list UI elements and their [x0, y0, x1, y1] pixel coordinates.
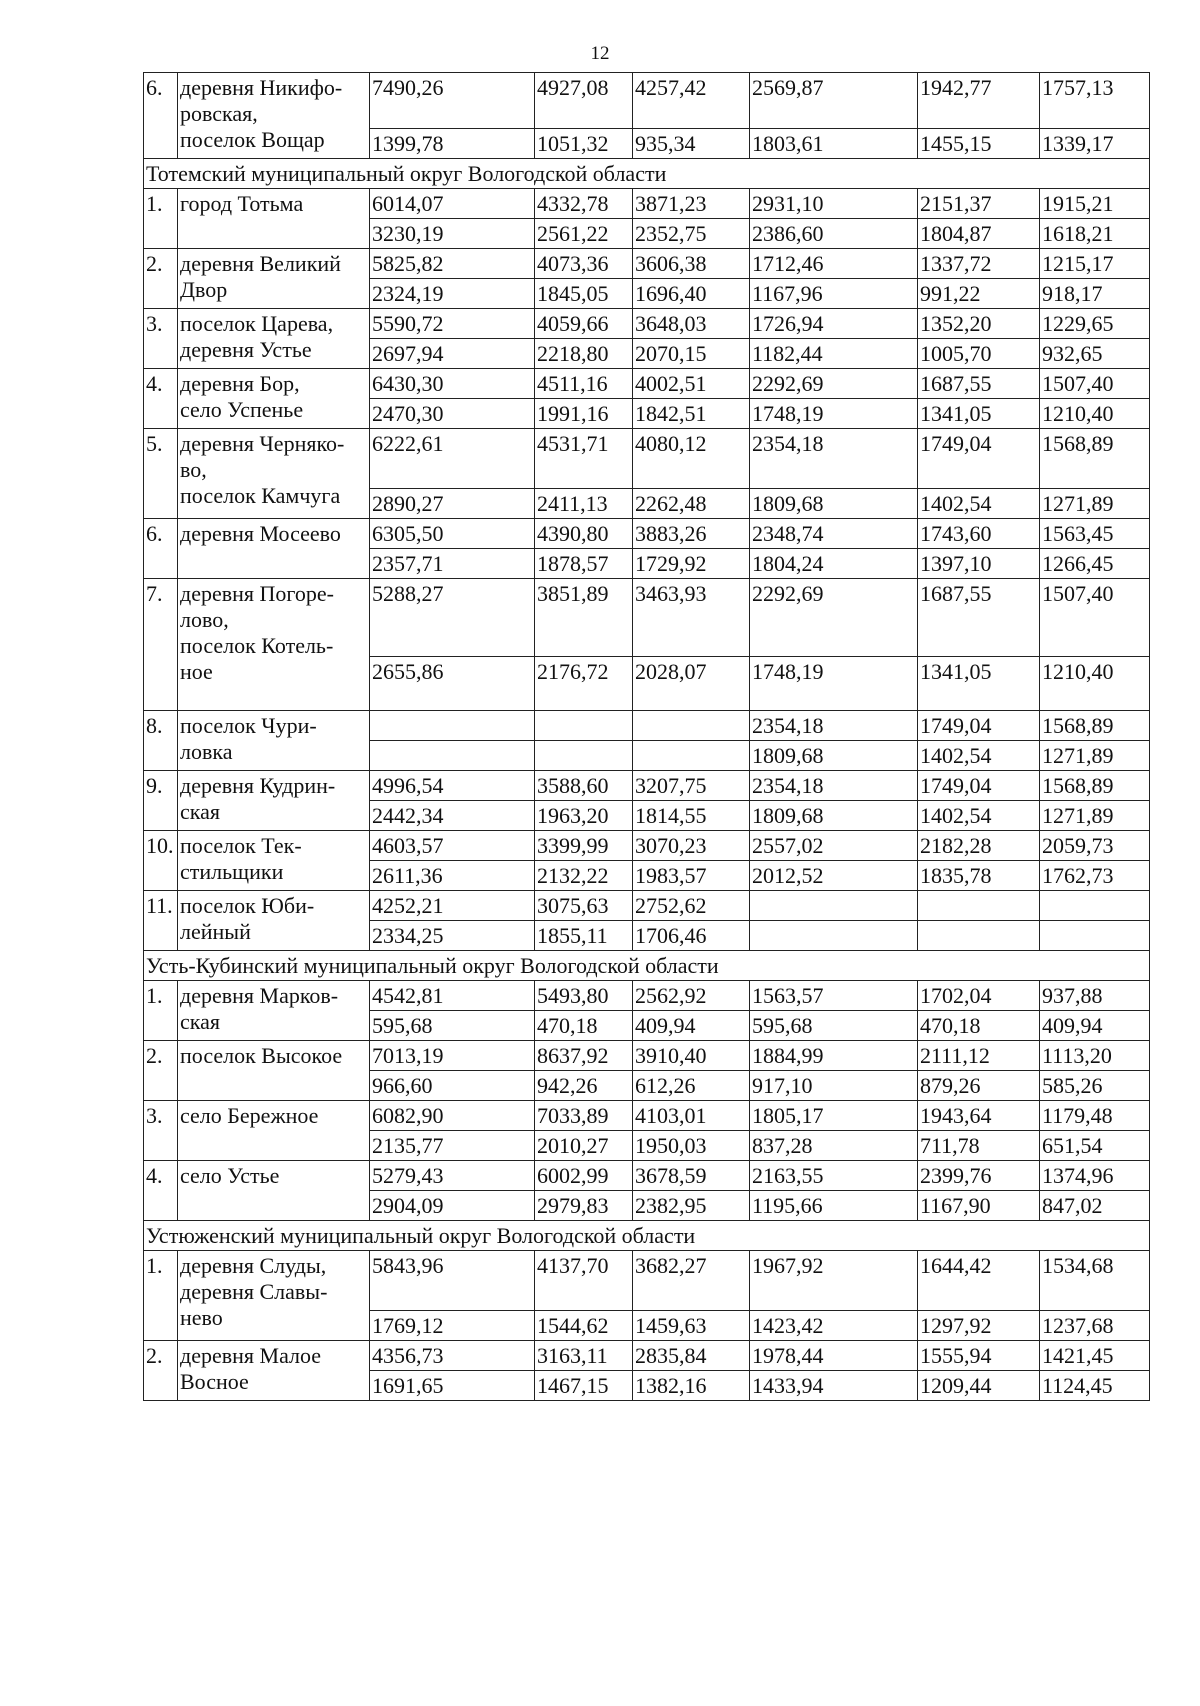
- value-cell: 4356,73: [370, 1341, 535, 1371]
- value-cell: 1804,87: [918, 219, 1040, 249]
- section-title: Устюженский муниципальный округ Вологодской области: [144, 1221, 1150, 1251]
- value-cell: 1455,15: [918, 129, 1040, 159]
- value-cell: 5279,43: [370, 1161, 535, 1191]
- value-cell: 1534,68: [1040, 1251, 1150, 1311]
- value-cell: 2382,95: [633, 1191, 750, 1221]
- value-cell: 942,26: [535, 1071, 633, 1101]
- value-cell: 1729,92: [633, 549, 750, 579]
- table-row: [144, 1101, 1150, 1131]
- value-cell: 2334,25: [370, 921, 535, 951]
- value-cell: 1271,89: [1040, 489, 1150, 519]
- value-cell: 1209,44: [918, 1371, 1040, 1401]
- row-number: 4.: [144, 369, 178, 429]
- value-cell: 3588,60: [535, 771, 633, 801]
- value-cell: 1051,32: [535, 129, 633, 159]
- value-cell: 1337,72: [918, 249, 1040, 279]
- value-cell: 3678,59: [633, 1161, 750, 1191]
- value-cell: 1915,21: [1040, 189, 1150, 219]
- table-row: [144, 369, 1150, 399]
- table-row: [144, 249, 1150, 279]
- value-cell: 6430,30: [370, 369, 535, 399]
- value-cell: 3399,99: [535, 831, 633, 861]
- value-cell: 1712,46: [750, 249, 918, 279]
- value-cell: 595,68: [370, 1011, 535, 1041]
- value-cell: 3910,40: [633, 1041, 750, 1071]
- settlement-name: поселок Юби- лейный: [178, 891, 370, 951]
- settlement-name: город Тотьма: [178, 189, 370, 249]
- value-cell: 612,26: [633, 1071, 750, 1101]
- row-number: 11.: [144, 891, 178, 951]
- value-cell: 1983,57: [633, 861, 750, 891]
- value-cell: 1382,16: [633, 1371, 750, 1401]
- value-cell: 4002,51: [633, 369, 750, 399]
- value-cell: 7033,89: [535, 1101, 633, 1131]
- value-cell: 918,17: [1040, 279, 1150, 309]
- value-cell: 1963,20: [535, 801, 633, 831]
- row-number: 9.: [144, 771, 178, 831]
- value-cell: 1568,89: [1040, 771, 1150, 801]
- value-cell: 1687,55: [918, 369, 1040, 399]
- value-cell: 3648,03: [633, 309, 750, 339]
- value-cell: 3682,27: [633, 1251, 750, 1311]
- value-cell: 1229,65: [1040, 309, 1150, 339]
- value-cell: 2697,94: [370, 339, 535, 369]
- table-row: [144, 189, 1150, 219]
- value-cell: 4390,80: [535, 519, 633, 549]
- row-number: 6.: [144, 73, 178, 159]
- value-cell: 1182,44: [750, 339, 918, 369]
- value-cell: 1555,94: [918, 1341, 1040, 1371]
- settlement-name: поселок Царева, деревня Устье: [178, 309, 370, 369]
- value-cell: 2352,75: [633, 219, 750, 249]
- value-cell: 1399,78: [370, 129, 535, 159]
- row-number: 8.: [144, 711, 178, 771]
- value-cell: 1618,21: [1040, 219, 1150, 249]
- value-cell: 1943,64: [918, 1101, 1040, 1131]
- value-cell: 2151,37: [918, 189, 1040, 219]
- value-cell: 991,22: [918, 279, 1040, 309]
- value-cell: 1421,45: [1040, 1341, 1150, 1371]
- value-cell: 2292,69: [750, 579, 918, 657]
- value-cell: 1696,40: [633, 279, 750, 309]
- value-cell: 1374,96: [1040, 1161, 1150, 1191]
- value-cell: 1814,55: [633, 801, 750, 831]
- value-cell: 837,28: [750, 1131, 918, 1161]
- table-row: [144, 579, 1150, 657]
- value-cell: 585,26: [1040, 1071, 1150, 1101]
- value-cell: 1743,60: [918, 519, 1040, 549]
- value-cell: 1339,17: [1040, 129, 1150, 159]
- value-cell: 2386,60: [750, 219, 918, 249]
- value-cell: 1687,55: [918, 579, 1040, 657]
- value-cell: 2292,69: [750, 369, 918, 399]
- value-cell: 1706,46: [633, 921, 750, 951]
- value-cell: 7490,26: [370, 73, 535, 129]
- value-cell: 4603,57: [370, 831, 535, 861]
- value-cell: 2028,07: [633, 657, 750, 711]
- value-cell: 3606,38: [633, 249, 750, 279]
- table-body: [144, 73, 1150, 1401]
- value-cell: 2324,19: [370, 279, 535, 309]
- value-cell: 5288,27: [370, 579, 535, 657]
- value-cell: 2611,36: [370, 861, 535, 891]
- value-cell: 1809,68: [750, 741, 918, 771]
- value-cell: 3851,89: [535, 579, 633, 657]
- value-cell: 595,68: [750, 1011, 918, 1041]
- value-cell: 1210,40: [1040, 399, 1150, 429]
- value-cell: 2111,12: [918, 1041, 1040, 1071]
- value-cell: 1644,42: [918, 1251, 1040, 1311]
- value-cell: 1757,13: [1040, 73, 1150, 129]
- value-cell: 2562,92: [633, 981, 750, 1011]
- value-cell: 2348,74: [750, 519, 918, 549]
- value-cell: 1544,62: [535, 1311, 633, 1341]
- value-cell: 847,02: [1040, 1191, 1150, 1221]
- value-cell: 6222,61: [370, 429, 535, 489]
- value-cell: [633, 711, 750, 741]
- value-cell: 1845,05: [535, 279, 633, 309]
- value-cell: 3070,23: [633, 831, 750, 861]
- row-number: 4.: [144, 1161, 178, 1221]
- section-header-row: [144, 951, 1150, 981]
- value-cell: 4137,70: [535, 1251, 633, 1311]
- value-cell: 932,65: [1040, 339, 1150, 369]
- value-cell: 1769,12: [370, 1311, 535, 1341]
- value-cell: [535, 741, 633, 771]
- value-cell: 1297,92: [918, 1311, 1040, 1341]
- value-cell: 1748,19: [750, 399, 918, 429]
- value-cell: 1507,40: [1040, 579, 1150, 657]
- value-cell: [633, 741, 750, 771]
- value-cell: [535, 711, 633, 741]
- value-cell: 1341,05: [918, 399, 1040, 429]
- value-cell: 2442,34: [370, 801, 535, 831]
- table-row: [144, 1041, 1150, 1071]
- row-number: 2.: [144, 1041, 178, 1101]
- row-number: 2.: [144, 249, 178, 309]
- value-cell: 1167,96: [750, 279, 918, 309]
- value-cell: 1467,15: [535, 1371, 633, 1401]
- value-cell: 1237,68: [1040, 1311, 1150, 1341]
- table-row: [144, 891, 1150, 921]
- value-cell: 2132,22: [535, 861, 633, 891]
- value-cell: 937,88: [1040, 981, 1150, 1011]
- value-cell: [370, 741, 535, 771]
- settlement-name: деревня Малое Восное: [178, 1341, 370, 1401]
- table-row: [144, 981, 1150, 1011]
- value-cell: 2557,02: [750, 831, 918, 861]
- value-cell: [750, 921, 918, 951]
- settlement-name: деревня Кудрин- ская: [178, 771, 370, 831]
- value-cell: 3871,23: [633, 189, 750, 219]
- value-cell: 2470,30: [370, 399, 535, 429]
- value-cell: 1113,20: [1040, 1041, 1150, 1071]
- value-cell: 1749,04: [918, 771, 1040, 801]
- value-cell: 2354,18: [750, 711, 918, 741]
- settlement-name: деревня Никифо- ровская, поселок Вощар: [178, 73, 370, 159]
- settlement-name: поселок Чури- ловка: [178, 711, 370, 771]
- settlement-name: деревня Великий Двор: [178, 249, 370, 309]
- table-row: [144, 309, 1150, 339]
- value-cell: 2182,28: [918, 831, 1040, 861]
- value-cell: 879,26: [918, 1071, 1040, 1101]
- row-number: 6.: [144, 519, 178, 579]
- value-cell: 1563,57: [750, 981, 918, 1011]
- value-cell: 8637,92: [535, 1041, 633, 1071]
- tariff-table: [143, 72, 1150, 1401]
- value-cell: 651,54: [1040, 1131, 1150, 1161]
- value-cell: 2357,71: [370, 549, 535, 579]
- value-cell: 2931,10: [750, 189, 918, 219]
- value-cell: 1266,45: [1040, 549, 1150, 579]
- value-cell: 2561,22: [535, 219, 633, 249]
- value-cell: 4257,42: [633, 73, 750, 129]
- settlement-name: поселок Тек- стильщики: [178, 831, 370, 891]
- value-cell: 1210,40: [1040, 657, 1150, 711]
- value-cell: 1835,78: [918, 861, 1040, 891]
- table-row: [144, 831, 1150, 861]
- value-cell: 1215,17: [1040, 249, 1150, 279]
- value-cell: 470,18: [535, 1011, 633, 1041]
- section-title: Усть-Кубинский муниципальный округ Вологодской области: [144, 951, 1150, 981]
- settlement-name: деревня Погоре- лово, поселок Котель- ное: [178, 579, 370, 711]
- value-cell: 2752,62: [633, 891, 750, 921]
- value-cell: 1568,89: [1040, 429, 1150, 489]
- settlement-name: деревня Марков- ская: [178, 981, 370, 1041]
- value-cell: 1568,89: [1040, 711, 1150, 741]
- value-cell: 4252,21: [370, 891, 535, 921]
- value-cell: 3883,26: [633, 519, 750, 549]
- value-cell: 5493,80: [535, 981, 633, 1011]
- value-cell: 1855,11: [535, 921, 633, 951]
- value-cell: 2135,77: [370, 1131, 535, 1161]
- settlement-name: село Устье: [178, 1161, 370, 1221]
- value-cell: 2890,27: [370, 489, 535, 519]
- value-cell: 2012,52: [750, 861, 918, 891]
- value-cell: 1967,92: [750, 1251, 918, 1311]
- value-cell: 1005,70: [918, 339, 1040, 369]
- table-row: [144, 429, 1150, 489]
- value-cell: 1749,04: [918, 429, 1040, 489]
- table-row: [144, 771, 1150, 801]
- value-cell: [1040, 921, 1150, 951]
- value-cell: [918, 921, 1040, 951]
- settlement-name: деревня Черняко- во, поселок Камчуга: [178, 429, 370, 519]
- value-cell: [1040, 891, 1150, 921]
- value-cell: 1805,17: [750, 1101, 918, 1131]
- row-number: 3.: [144, 309, 178, 369]
- value-cell: 1397,10: [918, 549, 1040, 579]
- value-cell: 1563,45: [1040, 519, 1150, 549]
- row-number: 3.: [144, 1101, 178, 1161]
- value-cell: 2163,55: [750, 1161, 918, 1191]
- value-cell: 1179,48: [1040, 1101, 1150, 1131]
- value-cell: 5590,72: [370, 309, 535, 339]
- value-cell: 1402,54: [918, 801, 1040, 831]
- settlement-name: деревня Мосеево: [178, 519, 370, 579]
- value-cell: 2411,13: [535, 489, 633, 519]
- value-cell: 1878,57: [535, 549, 633, 579]
- value-cell: 4996,54: [370, 771, 535, 801]
- settlement-name: село Бережное: [178, 1101, 370, 1161]
- row-number: 1.: [144, 189, 178, 249]
- table-row: [144, 1341, 1150, 1371]
- value-cell: 2262,48: [633, 489, 750, 519]
- value-cell: 2218,80: [535, 339, 633, 369]
- value-cell: 1762,73: [1040, 861, 1150, 891]
- section-title: Тотемский муниципальный округ Вологодской области: [144, 159, 1150, 189]
- value-cell: 2059,73: [1040, 831, 1150, 861]
- section-header-row: [144, 1221, 1150, 1251]
- value-cell: 917,10: [750, 1071, 918, 1101]
- value-cell: 1459,63: [633, 1311, 750, 1341]
- row-number: 10.: [144, 831, 178, 891]
- value-cell: 1402,54: [918, 489, 1040, 519]
- value-cell: 4073,36: [535, 249, 633, 279]
- value-cell: 6082,90: [370, 1101, 535, 1131]
- value-cell: 3163,11: [535, 1341, 633, 1371]
- value-cell: 3207,75: [633, 771, 750, 801]
- value-cell: 1341,05: [918, 657, 1040, 711]
- value-cell: 1803,61: [750, 129, 918, 159]
- value-cell: [750, 891, 918, 921]
- value-cell: 1167,90: [918, 1191, 1040, 1221]
- value-cell: 1352,20: [918, 309, 1040, 339]
- value-cell: 1942,77: [918, 73, 1040, 129]
- value-cell: 2569,87: [750, 73, 918, 129]
- value-cell: 4927,08: [535, 73, 633, 129]
- row-number: 7.: [144, 579, 178, 711]
- value-cell: 5843,96: [370, 1251, 535, 1311]
- value-cell: 1978,44: [750, 1341, 918, 1371]
- value-cell: 5825,82: [370, 249, 535, 279]
- value-cell: 3230,19: [370, 219, 535, 249]
- page-number: 12: [590, 43, 610, 64]
- value-cell: [918, 891, 1040, 921]
- table-row: [144, 711, 1150, 741]
- section-header-row: [144, 159, 1150, 189]
- value-cell: 470,18: [918, 1011, 1040, 1041]
- value-cell: 1702,04: [918, 981, 1040, 1011]
- value-cell: 2835,84: [633, 1341, 750, 1371]
- table-row: [144, 73, 1150, 129]
- value-cell: 1809,68: [750, 489, 918, 519]
- table-row: [144, 1161, 1150, 1191]
- value-cell: 1271,89: [1040, 801, 1150, 831]
- value-cell: 1991,16: [535, 399, 633, 429]
- value-cell: 4332,78: [535, 189, 633, 219]
- value-cell: 4103,01: [633, 1101, 750, 1131]
- value-cell: 7013,19: [370, 1041, 535, 1071]
- value-cell: 409,94: [1040, 1011, 1150, 1041]
- value-cell: 1809,68: [750, 801, 918, 831]
- value-cell: 1691,65: [370, 1371, 535, 1401]
- value-cell: 711,78: [918, 1131, 1040, 1161]
- row-number: 1.: [144, 981, 178, 1041]
- value-cell: 1507,40: [1040, 369, 1150, 399]
- value-cell: 409,94: [633, 1011, 750, 1041]
- value-cell: 4059,66: [535, 309, 633, 339]
- value-cell: 2904,09: [370, 1191, 535, 1221]
- value-cell: 1195,66: [750, 1191, 918, 1221]
- value-cell: 4531,71: [535, 429, 633, 489]
- value-cell: [370, 711, 535, 741]
- value-cell: 6002,99: [535, 1161, 633, 1191]
- value-cell: 1433,94: [750, 1371, 918, 1401]
- value-cell: 2979,83: [535, 1191, 633, 1221]
- value-cell: 4511,16: [535, 369, 633, 399]
- value-cell: 3463,93: [633, 579, 750, 657]
- value-cell: 6014,07: [370, 189, 535, 219]
- value-cell: 1884,99: [750, 1041, 918, 1071]
- row-number: 1.: [144, 1251, 178, 1341]
- settlement-name: деревня Бор, село Успенье: [178, 369, 370, 429]
- value-cell: 2070,15: [633, 339, 750, 369]
- value-cell: 1749,04: [918, 711, 1040, 741]
- table-row: [144, 1251, 1150, 1311]
- value-cell: 4542,81: [370, 981, 535, 1011]
- value-cell: 1748,19: [750, 657, 918, 711]
- value-cell: 6305,50: [370, 519, 535, 549]
- value-cell: 1950,03: [633, 1131, 750, 1161]
- value-cell: 1402,54: [918, 741, 1040, 771]
- settlement-name: деревня Слуды, деревня Славы- нево: [178, 1251, 370, 1341]
- row-number: 2.: [144, 1341, 178, 1401]
- value-cell: 935,34: [633, 129, 750, 159]
- row-number: 5.: [144, 429, 178, 519]
- value-cell: 1726,94: [750, 309, 918, 339]
- settlement-name: поселок Высокое: [178, 1041, 370, 1101]
- value-cell: 2176,72: [535, 657, 633, 711]
- value-cell: 2399,76: [918, 1161, 1040, 1191]
- value-cell: 966,60: [370, 1071, 535, 1101]
- value-cell: 1271,89: [1040, 741, 1150, 771]
- value-cell: 3075,63: [535, 891, 633, 921]
- value-cell: 2655,86: [370, 657, 535, 711]
- value-cell: 1804,24: [750, 549, 918, 579]
- value-cell: 2354,18: [750, 771, 918, 801]
- value-cell: 1423,42: [750, 1311, 918, 1341]
- value-cell: 1124,45: [1040, 1371, 1150, 1401]
- value-cell: 1842,51: [633, 399, 750, 429]
- table-row: [144, 519, 1150, 549]
- value-cell: 2010,27: [535, 1131, 633, 1161]
- value-cell: 4080,12: [633, 429, 750, 489]
- value-cell: 2354,18: [750, 429, 918, 489]
